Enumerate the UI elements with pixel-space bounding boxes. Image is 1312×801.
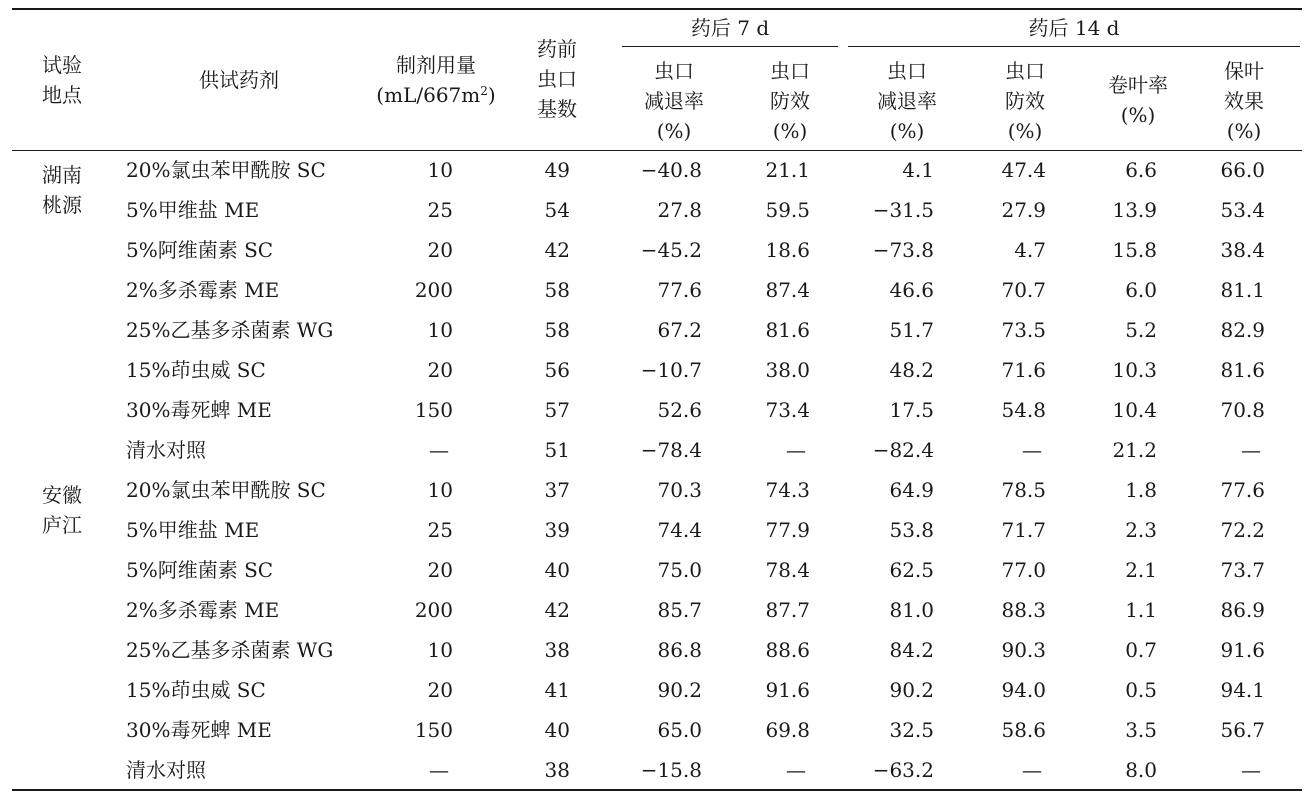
cell-agent: 2%多杀霉素 ME — [126, 598, 280, 622]
cell-agent: 5%甲维盐 ME — [126, 198, 260, 222]
cell-base: 42 — [544, 598, 570, 622]
cell-leafroll: 1.1 — [1125, 598, 1157, 622]
cell-dose: 10 — [427, 478, 453, 502]
cell-reduction-7d: 90.2 — [657, 678, 702, 702]
cell-dose: 200 — [414, 598, 453, 622]
cell-agent: 清水对照 — [126, 438, 206, 462]
cell-reduction-7d: −78.4 — [640, 438, 702, 462]
header-dose: 制剂用量 $(mL/667m^2)$ — [376, 53, 496, 107]
cell-efficacy-14d: 77.0 — [1001, 558, 1046, 582]
cell-efficacy-7d: 59.5 — [765, 198, 810, 222]
cell-dose: 10 — [427, 158, 453, 182]
cell-reduction-7d: 86.8 — [657, 638, 702, 662]
cell-base: 39 — [544, 518, 570, 542]
cell-efficacy-14d: 88.3 — [1001, 598, 1046, 622]
cell-leafroll: 10.4 — [1112, 398, 1157, 422]
cell-reduction-14d: 90.2 — [889, 678, 934, 702]
cell-agent: 30%毒死蜱 ME — [126, 398, 272, 422]
cell-protection: 91.6 — [1220, 638, 1265, 662]
cell-leafroll: 15.8 — [1112, 238, 1157, 262]
cell-reduction-14d: −63.2 — [872, 758, 934, 782]
cell-dose: 200 — [414, 278, 453, 302]
cell-protection: 81.1 — [1220, 278, 1265, 302]
cell-base: 38 — [544, 638, 570, 662]
cell-leafroll: 2.3 — [1125, 518, 1157, 542]
cell-efficacy-7d: — — [786, 438, 806, 462]
header-7d-reduction: 虫口 减退率 (%) — [644, 59, 704, 143]
cell-agent: 25%乙基多杀菌素 WG — [126, 318, 334, 342]
cell-base: 37 — [544, 478, 570, 502]
cell-leafroll: 21.2 — [1112, 438, 1157, 462]
cell-reduction-7d: 52.6 — [657, 398, 702, 422]
cell-base: 57 — [544, 398, 570, 422]
cell-reduction-14d: 51.7 — [889, 318, 934, 342]
header-14d-leafroll: 卷叶率 (%) — [1108, 73, 1168, 127]
cell-reduction-7d: 75.0 — [657, 558, 702, 582]
cell-efficacy-7d: 87.4 — [765, 278, 810, 302]
cell-leafroll: 2.1 — [1125, 558, 1157, 582]
cell-agent: 15%茚虫威 SC — [126, 678, 266, 702]
header-base: 药前 虫口 基数 — [537, 37, 577, 121]
cell-reduction-14d: 64.9 — [889, 478, 934, 502]
cell-efficacy-14d: 47.4 — [1001, 158, 1046, 182]
cell-efficacy-7d: 77.9 — [765, 518, 810, 542]
cell-agent: 30%毒死蜱 ME — [126, 718, 272, 742]
cell-efficacy-7d: 69.8 — [765, 718, 810, 742]
cell-efficacy-7d: — — [786, 758, 806, 782]
cell-base: 58 — [544, 318, 570, 342]
cell-agent: 25%乙基多杀菌素 WG — [126, 638, 334, 662]
cell-efficacy-7d: 73.4 — [765, 398, 810, 422]
cell-efficacy-7d: 18.6 — [765, 238, 810, 262]
cell-leafroll: 8.0 — [1125, 758, 1157, 782]
cell-base: 51 — [544, 438, 570, 462]
cell-reduction-14d: 46.6 — [889, 278, 934, 302]
cell-dose: 20 — [427, 678, 453, 702]
cell-reduction-7d: 65.0 — [657, 718, 702, 742]
cell-base: 38 — [544, 758, 570, 782]
cell-leafroll: 10.3 — [1112, 358, 1157, 382]
cell-base: 40 — [544, 558, 570, 582]
cell-agent: 20%氯虫苯甲酰胺 SC — [126, 478, 326, 502]
cell-agent: 15%茚虫威 SC — [126, 358, 266, 382]
cell-efficacy-14d: — — [1022, 438, 1042, 462]
cell-protection: 77.6 — [1220, 478, 1265, 502]
cell-protection: 66.0 — [1220, 158, 1265, 182]
cell-agent: 5%阿维菌素 SC — [126, 238, 274, 262]
cell-efficacy-14d: 58.6 — [1001, 718, 1046, 742]
cell-leafroll: 3.5 — [1125, 718, 1157, 742]
cell-leafroll: 13.9 — [1112, 198, 1157, 222]
cell-base: 56 — [544, 358, 570, 382]
cell-reduction-14d: 17.5 — [889, 398, 934, 422]
cell-dose: 20 — [427, 358, 453, 382]
cell-leafroll: 0.7 — [1125, 638, 1157, 662]
cell-reduction-14d: −82.4 — [872, 438, 934, 462]
cell-reduction-14d: 81.0 — [889, 598, 934, 622]
cell-efficacy-7d: 78.4 — [765, 558, 810, 582]
cell-efficacy-7d: 74.3 — [765, 478, 810, 502]
cell-efficacy-14d: 73.5 — [1001, 318, 1046, 342]
cell-dose: 10 — [427, 318, 453, 342]
cell-leafroll: 1.8 — [1125, 478, 1157, 502]
cell-base: 42 — [544, 238, 570, 262]
cell-dose: 150 — [414, 398, 453, 422]
group-rule-14d — [848, 46, 1300, 47]
cell-efficacy-7d: 21.1 — [765, 158, 810, 182]
cell-reduction-14d: −31.5 — [872, 198, 934, 222]
top-rule — [12, 8, 1302, 10]
cell-protection: 38.4 — [1220, 238, 1265, 262]
cell-dose: 150 — [414, 718, 453, 742]
cell-reduction-7d: 67.2 — [657, 318, 702, 342]
header-group-7d: 药后 7 d — [690, 16, 770, 40]
cell-reduction-7d: −15.8 — [640, 758, 702, 782]
cell-agent: 2%多杀霉素 ME — [126, 278, 280, 302]
cell-efficacy-14d: 90.3 — [1001, 638, 1046, 662]
cell-leafroll: 6.6 — [1125, 158, 1157, 182]
cell-efficacy-7d: 88.6 — [765, 638, 810, 662]
cell-protection: 86.9 — [1220, 598, 1265, 622]
header-group-14d: 药后 14 d — [1028, 16, 1120, 40]
cell-dose: 20 — [427, 238, 453, 262]
cell-reduction-14d: −73.8 — [872, 238, 934, 262]
cell-reduction-7d: 27.8 — [657, 198, 702, 222]
cell-base: 54 — [544, 198, 570, 222]
group-rule-7d — [622, 46, 838, 47]
cell-base: 49 — [544, 158, 570, 182]
cell-efficacy-14d: 94.0 — [1001, 678, 1046, 702]
header-site: 试验 地点 — [42, 53, 82, 107]
header-14d-efficacy: 虫口 防效 (%) — [1005, 59, 1045, 143]
cell-dose: 25 — [427, 198, 453, 222]
site-anhui-lujiang: 安徽 庐江 — [42, 483, 82, 537]
cell-reduction-14d: 53.8 — [889, 518, 934, 542]
cell-efficacy-7d: 38.0 — [765, 358, 810, 382]
cell-protection: 53.4 — [1220, 198, 1265, 222]
cell-protection: 72.2 — [1220, 518, 1265, 542]
bottom-rule — [12, 789, 1302, 791]
cell-leafroll: 5.2 — [1125, 318, 1157, 342]
cell-leafroll: 0.5 — [1125, 678, 1157, 702]
cell-protection: 81.6 — [1220, 358, 1265, 382]
cell-reduction-7d: −45.2 — [640, 238, 702, 262]
cell-reduction-7d: −10.7 — [640, 358, 702, 382]
cell-reduction-7d: 85.7 — [657, 598, 702, 622]
cell-efficacy-14d: 54.8 — [1001, 398, 1046, 422]
header-7d-efficacy: 虫口 防效 (%) — [770, 59, 810, 143]
cell-agent: 20%氯虫苯甲酰胺 SC — [126, 158, 326, 182]
cell-reduction-14d: 62.5 — [889, 558, 934, 582]
cell-dose: 20 — [427, 558, 453, 582]
cell-dose: — — [429, 438, 449, 462]
cell-reduction-14d: 48.2 — [889, 358, 934, 382]
site-hunan-taoyuan: 湖南 桃源 — [42, 163, 82, 217]
cell-agent: 清水对照 — [126, 758, 206, 782]
cell-efficacy-7d: 81.6 — [765, 318, 810, 342]
cell-reduction-14d: 32.5 — [889, 718, 934, 742]
cell-protection: 56.7 — [1220, 718, 1265, 742]
header-agent: 供试药剂 — [199, 68, 279, 92]
cell-protection: 94.1 — [1220, 678, 1265, 702]
cell-protection: 73.7 — [1220, 558, 1265, 582]
cell-efficacy-14d: 70.7 — [1001, 278, 1046, 302]
header-14d-protection: 保叶 效果 (%) — [1224, 59, 1264, 143]
cell-dose: 25 — [427, 518, 453, 542]
cell-reduction-7d: 77.6 — [657, 278, 702, 302]
cell-efficacy-7d: 91.6 — [765, 678, 810, 702]
cell-base: 40 — [544, 718, 570, 742]
cell-efficacy-14d: — — [1022, 758, 1042, 782]
cell-agent: 5%阿维菌素 SC — [126, 558, 274, 582]
cell-dose: 10 — [427, 638, 453, 662]
cell-reduction-7d: 74.4 — [657, 518, 702, 542]
cell-efficacy-14d: 27.9 — [1001, 198, 1046, 222]
cell-base: 41 — [544, 678, 570, 702]
cell-agent: 5%甲维盐 ME — [126, 518, 260, 542]
cell-reduction-7d: 70.3 — [657, 478, 702, 502]
cell-efficacy-14d: 71.7 — [1001, 518, 1046, 542]
cell-base: 58 — [544, 278, 570, 302]
cell-leafroll: 6.0 — [1125, 278, 1157, 302]
cell-efficacy-14d: 78.5 — [1001, 478, 1046, 502]
header-14d-reduction: 虫口 减退率 (%) — [877, 59, 937, 143]
cell-efficacy-7d: 87.7 — [765, 598, 810, 622]
cell-efficacy-14d: 4.7 — [1014, 238, 1046, 262]
header-bottom-rule — [12, 150, 1302, 151]
cell-protection: 70.8 — [1220, 398, 1265, 422]
cell-reduction-14d: 84.2 — [889, 638, 934, 662]
cell-reduction-14d: 4.1 — [902, 158, 934, 182]
cell-protection: — — [1241, 438, 1261, 462]
cell-protection: 82.9 — [1220, 318, 1265, 342]
cell-efficacy-14d: 71.6 — [1001, 358, 1046, 382]
cell-reduction-7d: −40.8 — [640, 158, 702, 182]
cell-protection: — — [1241, 758, 1261, 782]
cell-dose: — — [429, 758, 449, 782]
